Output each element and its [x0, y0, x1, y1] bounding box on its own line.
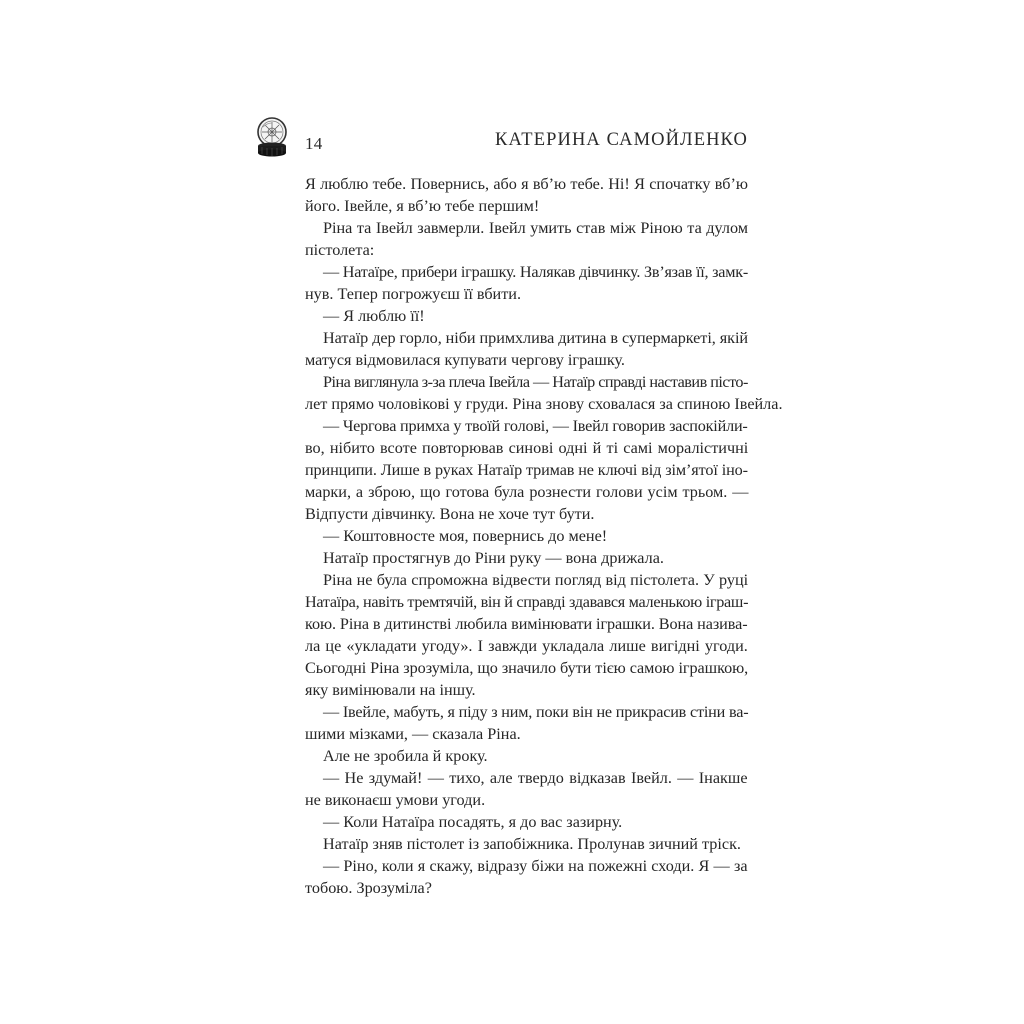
- text-line: — Я люблю її!: [323, 307, 425, 325]
- text-line: ла це «укладати угоду». І завжди укладала лише вигідні угоди.: [305, 637, 748, 655]
- text-line: во, нібито всоте повторював синові одні й ті самі моралістичні: [305, 439, 749, 457]
- text-line: — Не здумай! — тихо, але твердо відказав Івейл. — Інакше: [323, 769, 748, 787]
- text-line: кою. Ріна в дитинстві любила вимінювати іграшки. Вона назива-: [305, 615, 748, 633]
- text-line: його. Івейле, я вб’ю тебе першим!: [305, 197, 540, 215]
- text-line: Я люблю тебе. Повернись, або я вб’ю тебе. Ні! Я спочатку вб’ю: [305, 175, 748, 193]
- text-line: Натаїра, навіть тремтячій, він й справді здавався маленькою іграш-: [305, 593, 749, 611]
- text-line: Відпусти дівчинку. Вона не хоче тут бути.: [305, 505, 595, 523]
- text-line: Натаїр дер горло, ніби примхлива дитина в супермаркеті, якій: [323, 329, 749, 347]
- text-line: нув. Тепер погрожуєш її вбити.: [305, 285, 522, 303]
- text-line: — Івейле, мабуть, я піду з ним, поки він не прикрасив стіни ва-: [323, 703, 749, 721]
- text-line: — Коли Натаїра посадять, я до вас зазирну.: [323, 813, 623, 831]
- page-header: [254, 116, 748, 160]
- running-head-author: КАТЕРИНА САМОЙЛЕНКО: [495, 130, 748, 150]
- text-line: пістолета:: [305, 241, 375, 259]
- snow-globe-icon: [254, 116, 290, 158]
- body-text: [305, 173, 783, 899]
- text-line: Натаїр простягнув до Ріни руку — вона дрижала.: [323, 549, 664, 567]
- text-line: Сьогодні Ріна зрозуміла, що значило бути тією самою іграшкою,: [305, 659, 749, 677]
- text-line: — Ріно, коли я скажу, відразу біжи на пожежні сходи. Я — за: [323, 857, 748, 875]
- text-line: лет прямо чоловікові у груди. Ріна знову сховалася за спиною Івейла.: [305, 395, 783, 413]
- text-line: тобою. Зрозуміла?: [305, 879, 432, 897]
- text-line: Але не зробила й кроку.: [323, 747, 488, 765]
- text-line: не виконаєш умови угоди.: [305, 791, 486, 809]
- text-line: шими мізками, — сказала Ріна.: [305, 725, 521, 743]
- text-line: марки, а зброю, що готова була рознести голови усім трьом. —: [305, 483, 749, 501]
- page-number: 14: [305, 134, 323, 153]
- text-line: Ріна виглянула з-за плеча Івейла — Натаїр справді наставив пісто-: [323, 373, 748, 391]
- text-line: матуся відмовилася купувати чергову іграшку.: [305, 351, 625, 369]
- text-line: — Натаїре, прибери іграшку. Налякав дівчинку. Зв’язав її, замк-: [323, 263, 749, 281]
- text-line: — Коштовносте моя, повернись до мене!: [323, 527, 608, 545]
- text-line: — Чергова примха у твоїй голові, — Івейл говорив заспокійли-: [323, 417, 748, 435]
- text-line: принципи. Лише в руках Натаїр тримав не ключі від зім’ятої іно-: [305, 461, 748, 479]
- text-line: яку вимінювали на іншу.: [305, 681, 476, 699]
- text-line: Ріна та Івейл завмерли. Івейл умить став між Ріною та дулом: [323, 219, 749, 237]
- text-line: Натаїр зняв пістолет із запобіжника. Пролунав зичний тріск.: [323, 835, 741, 853]
- text-line: Ріна не була спроможна відвести погляд від пістолета. У руці: [323, 571, 749, 589]
